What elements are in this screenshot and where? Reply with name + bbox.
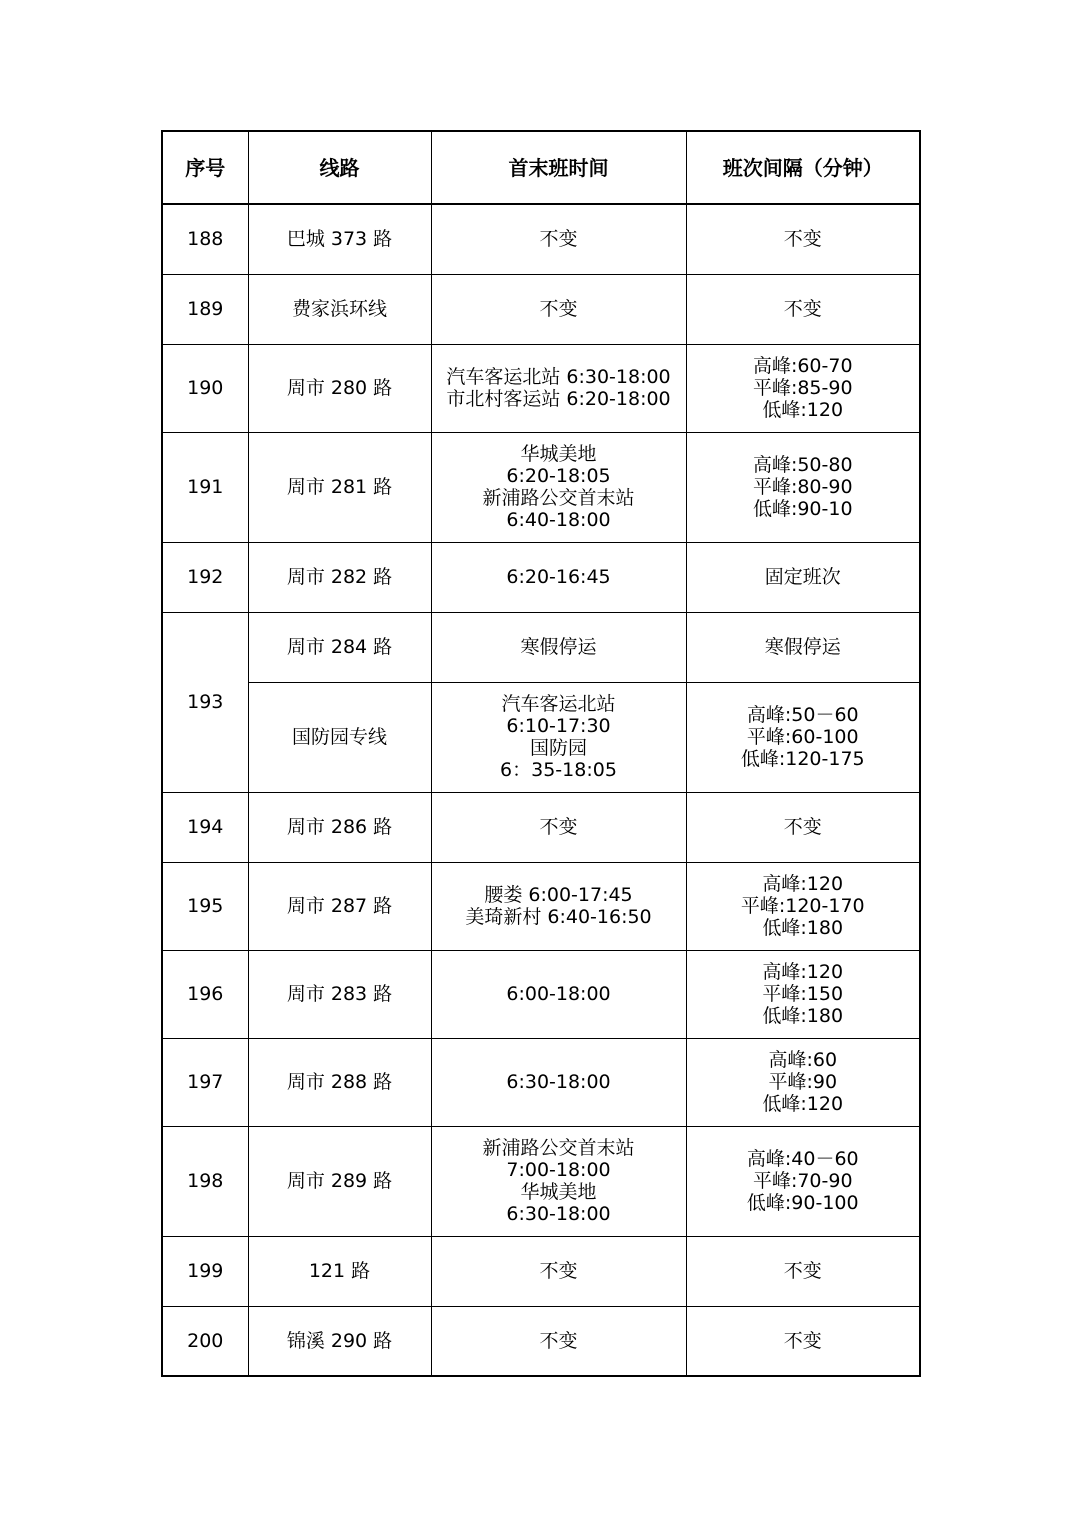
route-cell: 周市 283 路 xyxy=(248,950,431,1038)
interval-line: 不变 xyxy=(783,1260,822,1282)
interval-line: 高峰:50-80 xyxy=(752,454,853,476)
seq-cell: 192 xyxy=(162,542,248,612)
interval-cell xyxy=(686,1306,920,1376)
interval-line: 寒假停运 xyxy=(764,636,841,658)
route-cell: 周市 284 路 xyxy=(248,612,431,682)
time-line: 不变 xyxy=(539,298,578,320)
time-line: 国防园 xyxy=(529,737,587,759)
time-line: 市北村客运站 6:20-18:00 xyxy=(446,388,671,410)
table-row xyxy=(162,862,920,950)
header-route: 线路 xyxy=(248,131,431,204)
table-row xyxy=(162,1236,920,1306)
route-cell: 周市 280 路 xyxy=(248,344,431,432)
time-cell xyxy=(431,432,686,542)
header-seq: 序号 xyxy=(162,131,248,204)
time-line: 汽车客运北站 xyxy=(501,693,616,715)
interval-line: 低峰:90-10 xyxy=(752,498,853,520)
route-cell: 周市 282 路 xyxy=(248,542,431,612)
time-line: 不变 xyxy=(539,228,578,251)
table-row xyxy=(162,274,920,344)
time-cell xyxy=(431,204,686,274)
time-cell xyxy=(431,950,686,1038)
interval-line: 平峰:150 xyxy=(762,983,844,1005)
route-cell: 周市 286 路 xyxy=(248,792,431,862)
seq-cell: 198 xyxy=(162,1126,248,1236)
time-line: 不变 xyxy=(539,1260,578,1282)
time-line: 美琦新村 6:40-16:50 xyxy=(465,906,652,928)
route-cell: 巴城 373 路 xyxy=(248,204,431,274)
time-cell xyxy=(431,344,686,432)
time-line: 寒假停运 xyxy=(520,636,597,658)
interval-line: 高峰:120 xyxy=(762,873,844,895)
time-line: 新浦路公交首末站 xyxy=(482,487,635,509)
interval-line: 低峰:120 xyxy=(762,399,844,421)
seq-cell: 188 xyxy=(162,204,248,274)
time-cell xyxy=(431,1306,686,1376)
interval-cell xyxy=(686,1126,920,1236)
time-line: 6:20-16:45 xyxy=(506,566,611,588)
table-row xyxy=(162,344,920,432)
time-line: 6:40-18:00 xyxy=(506,509,611,531)
table-row xyxy=(162,950,920,1038)
interval-cell xyxy=(686,432,920,542)
time-line: 华城美地 xyxy=(520,1181,597,1203)
interval-line: 固定班次 xyxy=(764,566,841,588)
interval-line: 高峰:120 xyxy=(762,961,844,983)
time-line: 7:00-18:00 xyxy=(506,1159,611,1181)
table-row xyxy=(162,792,920,862)
interval-cell xyxy=(686,274,920,344)
time-cell xyxy=(431,792,686,862)
route-cell: 费家浜环线 xyxy=(248,274,431,344)
table-row xyxy=(162,204,920,274)
interval-line: 低峰:90-100 xyxy=(746,1192,859,1214)
interval-cell xyxy=(686,950,920,1038)
time-line: 6：35-18:05 xyxy=(500,759,617,781)
route-cell: 周市 288 路 xyxy=(248,1038,431,1126)
time-cell xyxy=(431,862,686,950)
interval-line: 不变 xyxy=(783,298,822,320)
interval-line: 平峰:90 xyxy=(768,1071,838,1093)
interval-line: 不变 xyxy=(783,1329,822,1352)
time-cell xyxy=(431,1126,686,1236)
interval-line: 平峰:60-100 xyxy=(746,726,859,748)
table-row xyxy=(162,542,920,612)
interval-line: 高峰:40－60 xyxy=(746,1148,859,1170)
interval-line: 低峰:120 xyxy=(762,1093,844,1115)
time-line: 6:10-17:30 xyxy=(506,715,611,737)
interval-cell xyxy=(686,542,920,612)
time-cell xyxy=(431,274,686,344)
interval-line: 高峰:60-70 xyxy=(752,355,853,377)
bus-schedule-table xyxy=(161,130,921,1377)
interval-line: 低峰:180 xyxy=(762,1005,844,1027)
interval-cell xyxy=(686,862,920,950)
interval-line: 低峰:120-175 xyxy=(740,748,865,770)
seq-cell: 189 xyxy=(162,274,248,344)
route-cell: 国防园专线 xyxy=(248,682,431,792)
time-cell xyxy=(431,1236,686,1306)
interval-cell xyxy=(686,1038,920,1126)
interval-line: 平峰:120-170 xyxy=(740,895,865,917)
time-line: 华城美地 xyxy=(520,443,597,465)
table-row xyxy=(162,432,920,542)
interval-line: 平峰:85-90 xyxy=(752,377,853,399)
route-cell: 周市 289 路 xyxy=(248,1126,431,1236)
time-line: 6:00-18:00 xyxy=(506,983,611,1005)
header-interval: 班次间隔（分钟） xyxy=(686,131,920,204)
time-cell xyxy=(431,682,686,792)
route-cell: 锦溪 290 路 xyxy=(248,1306,431,1376)
interval-cell xyxy=(686,682,920,792)
table-row xyxy=(162,682,920,792)
interval-line: 高峰:60 xyxy=(768,1049,838,1071)
route-cell: 周市 287 路 xyxy=(248,862,431,950)
time-line: 6:30-18:00 xyxy=(506,1071,611,1093)
interval-line: 高峰:50－60 xyxy=(746,704,859,726)
time-line: 6:20-18:05 xyxy=(506,465,611,487)
interval-line: 平峰:70-90 xyxy=(752,1170,853,1192)
seq-cell: 191 xyxy=(162,432,248,542)
interval-line: 不变 xyxy=(783,228,822,251)
seq-cell: 193 xyxy=(162,612,248,792)
interval-cell xyxy=(686,204,920,274)
header-time: 首末班时间 xyxy=(431,131,686,204)
interval-cell xyxy=(686,612,920,682)
interval-line: 不变 xyxy=(783,816,822,838)
header-row xyxy=(162,131,920,204)
seq-cell: 200 xyxy=(162,1306,248,1376)
time-line: 汽车客运北站 6:30-18:00 xyxy=(446,366,671,388)
seq-cell: 194 xyxy=(162,792,248,862)
time-line: 6:30-18:00 xyxy=(506,1203,611,1225)
interval-cell xyxy=(686,792,920,862)
time-line: 腰娄 6:00-17:45 xyxy=(484,884,633,906)
seq-cell: 197 xyxy=(162,1038,248,1126)
time-cell xyxy=(431,542,686,612)
table-row xyxy=(162,612,920,682)
interval-cell xyxy=(686,344,920,432)
seq-cell: 199 xyxy=(162,1236,248,1306)
time-line: 不变 xyxy=(539,1329,578,1352)
seq-cell: 196 xyxy=(162,950,248,1038)
time-line: 不变 xyxy=(539,816,578,838)
table-row xyxy=(162,1038,920,1126)
interval-line: 低峰:180 xyxy=(762,917,844,939)
route-cell: 121 路 xyxy=(248,1236,431,1306)
time-cell xyxy=(431,1038,686,1126)
table-row xyxy=(162,1126,920,1236)
interval-cell xyxy=(686,1236,920,1306)
route-cell: 周市 281 路 xyxy=(248,432,431,542)
seq-cell: 195 xyxy=(162,862,248,950)
seq-cell: 190 xyxy=(162,344,248,432)
time-line: 新浦路公交首末站 xyxy=(482,1137,635,1159)
interval-line: 平峰:80-90 xyxy=(752,476,853,498)
time-cell xyxy=(431,612,686,682)
table-row xyxy=(162,1306,920,1376)
